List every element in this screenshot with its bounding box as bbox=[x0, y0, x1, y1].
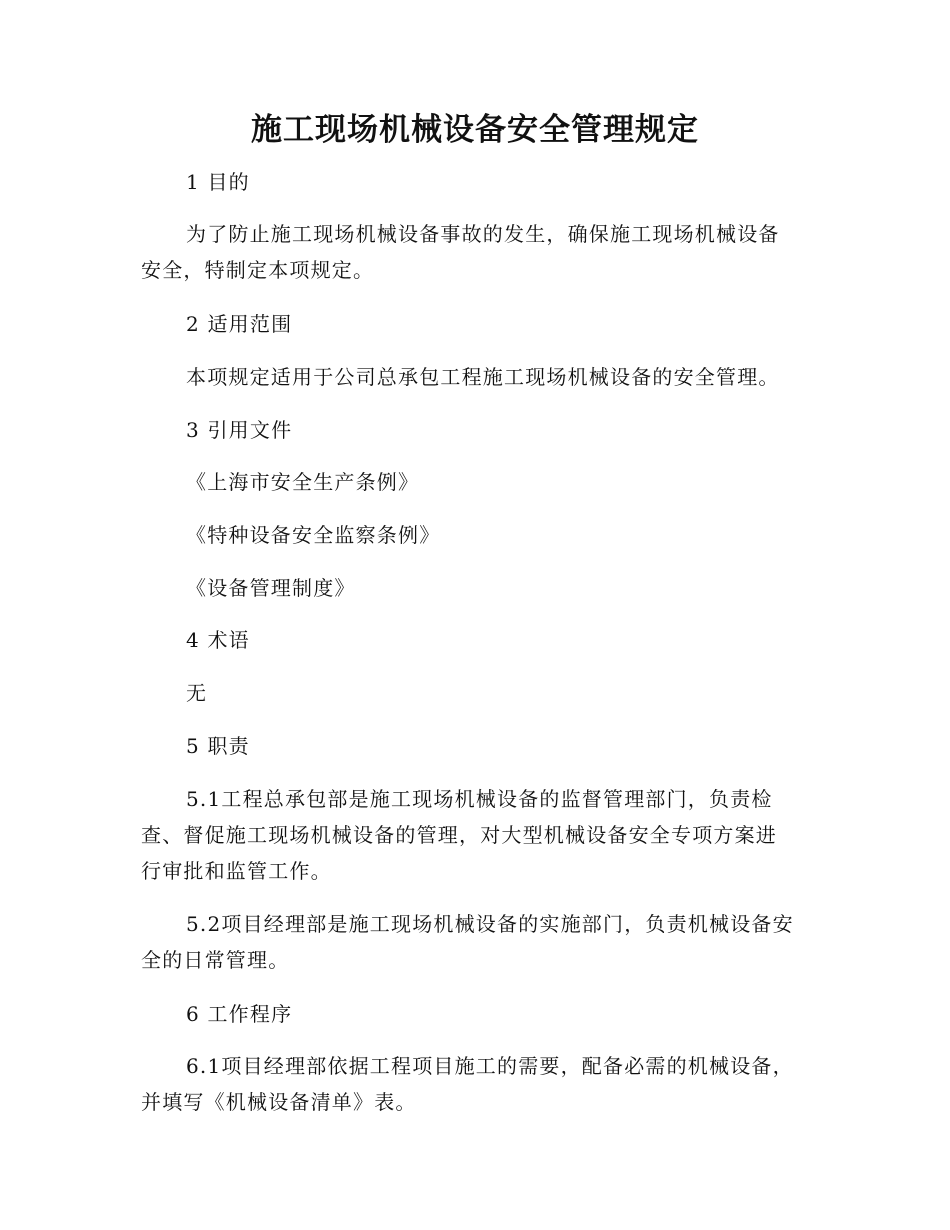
paragraph-purpose: 为了防止施工现场机械设备事故的发生，确保施工现场机械设备 安全，特制定本项规定。 bbox=[141, 222, 780, 282]
section-heading-responsibilities: 5 职责 bbox=[186, 734, 250, 758]
section-heading-terms: 4 术语 bbox=[186, 628, 250, 652]
paragraph-scope: 本项规定适用于公司总承包工程施工现场机械设备的安全管理。 bbox=[186, 365, 780, 389]
section-heading-scope: 2 适用范围 bbox=[186, 312, 293, 336]
paragraph-responsibility-5-2: 5.2项目经理部是施工现场机械设备的实施部门，负责机械设备安 全的日常管理。 bbox=[141, 912, 794, 972]
reference-item: 《设备管理制度》 bbox=[186, 576, 356, 600]
reference-item: 《上海市安全生产条例》 bbox=[186, 470, 420, 494]
section-heading-references: 3 引用文件 bbox=[186, 418, 293, 442]
document-title: 施工现场机械设备安全管理规定 bbox=[251, 112, 699, 148]
paragraph-responsibility-5-1: 5.1工程总承包部是施工现场机械设备的监督管理部门，负责检 查、督促施工现场机械设备的管理，对大型机械设备安全专项方案进 行审批和监管工作。 bbox=[141, 787, 777, 883]
paragraph-terms: 无 bbox=[186, 681, 208, 705]
section-heading-purpose: 1 目的 bbox=[186, 170, 250, 194]
section-heading-procedure: 6 工作程序 bbox=[186, 1002, 293, 1026]
paragraph-procedure-6-1: 6.1项目经理部依据工程项目施工的需要，配备必需的机械设备， 并填写《机械设备清单》表。 bbox=[141, 1054, 794, 1114]
reference-item: 《特种设备安全监察条例》 bbox=[186, 523, 441, 547]
